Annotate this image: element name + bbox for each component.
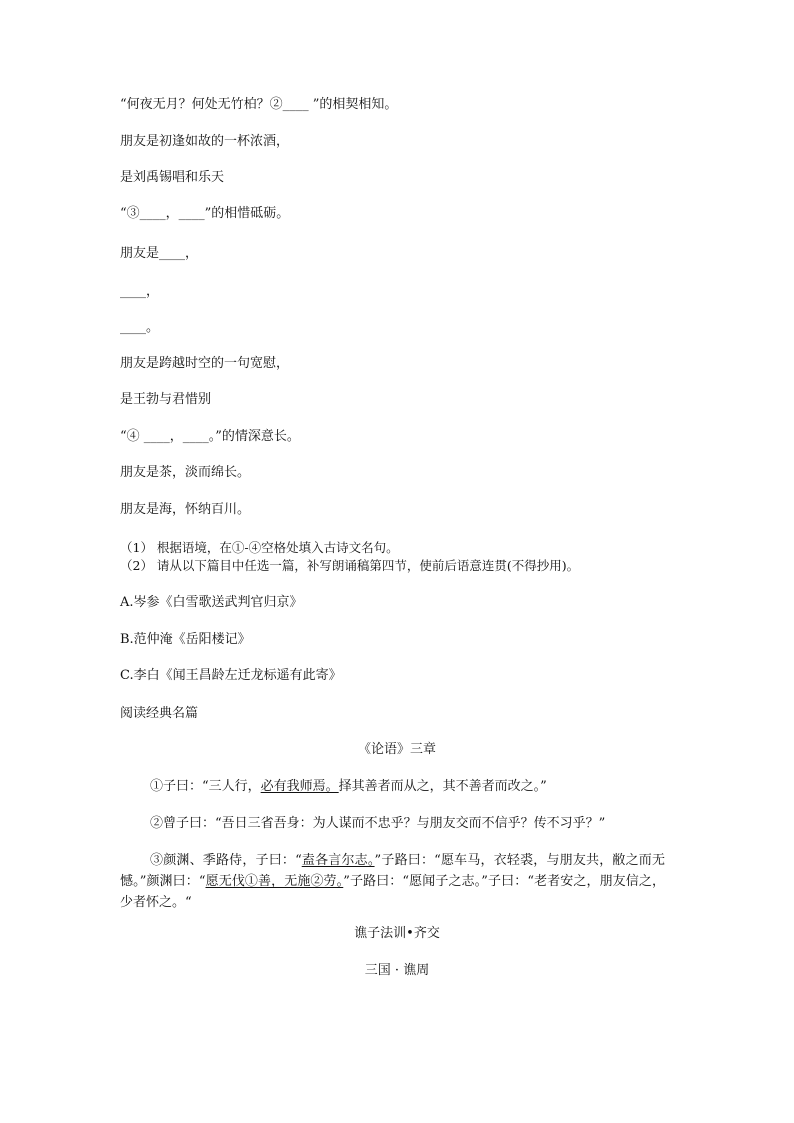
- line-5: 朋友是____，: [120, 246, 199, 261]
- paragraph-1-underlined: 必有我师焉。: [260, 779, 339, 794]
- paragraph-1-text-b: 择其善者而从之，其不善者而改之。”: [338, 779, 547, 794]
- paragraph-3: [120, 850, 665, 913]
- paragraph-3-text-a: ③颜渊、季路侍，子曰：“: [150, 853, 302, 868]
- section-heading: 阅读经典名篇: [120, 706, 199, 721]
- question-2: （2） 请从以下篇目中任选一篇，补写朗诵稿第四节，使前后语意连贯(不得抄用)。: [120, 558, 580, 573]
- line-3: 是刘禹锡唱和乐天: [120, 170, 225, 185]
- line-2: 朋友是初逢如故的一杯浓酒，: [120, 134, 290, 149]
- line-1: “何夜无月？何处无竹柏？②____ ”的相契相知。: [120, 97, 398, 112]
- option-c: C.李白《闻王昌龄左迁龙标遥有此寄》: [120, 668, 342, 683]
- line-7: ____。: [120, 320, 160, 335]
- line-4: “③____，____”的相惜砥砺。: [120, 206, 290, 221]
- option-b: B.范仲淹《岳阳楼记》: [120, 632, 251, 647]
- line-10: “④ ____，____。”的情深意长。: [120, 429, 300, 444]
- qiaozi-author: 三国 · 谯周: [364, 963, 430, 978]
- paragraph-3-text-c: ”子路曰：“愿闻子之志。”子曰：“老者安之，朋友信之，少者怀之。“: [120, 874, 665, 910]
- paragraph-1-text-a: ①子曰：“三人行，: [150, 779, 261, 794]
- line-12: 朋友是海，怀纳百川。: [120, 502, 251, 517]
- paragraph-2: ②曾子曰：“吾日三省吾身：为人谋而不忠乎？与朋友交而不信乎？传不习乎？”: [150, 816, 606, 831]
- qiaozi-title: 谯子法训•齐交: [354, 926, 440, 941]
- lunyu-title: 《论语》三章: [357, 742, 436, 757]
- paragraph-3-underlined-2: 愿无伐①善，无施②劳。: [205, 874, 344, 889]
- paragraph-1: [120, 776, 665, 797]
- line-9: 是王勃与君惜别: [120, 392, 212, 407]
- question-1: （1） 根据语境，在①-④空格处填入古诗文名句。: [120, 540, 399, 555]
- paragraph-3-text-b: ”子路曰：“愿车马，衣轻裘，与朋友共，敝之而无憾。”颜渊曰：“: [120, 853, 665, 889]
- line-6: ____，: [120, 284, 160, 299]
- option-a: A.岑参《白雪歌送武判官归京》: [120, 595, 303, 610]
- line-11: 朋友是茶，淡而绵长。: [120, 465, 251, 480]
- paragraph-3-underlined-1: 盍各言尔志。: [301, 853, 375, 868]
- line-8: 朋友是跨越时空的一句宽慰，: [120, 356, 290, 371]
